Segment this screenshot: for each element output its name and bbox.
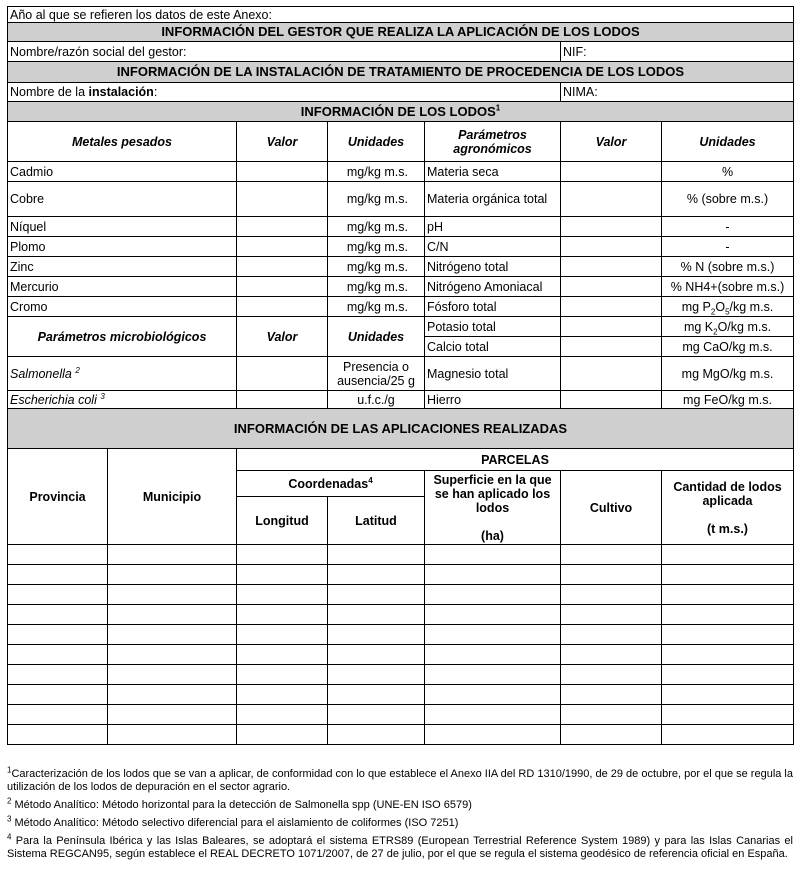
cantidad-cell[interactable] bbox=[662, 605, 794, 625]
latitud-cell[interactable] bbox=[328, 585, 425, 605]
latitud-cell[interactable] bbox=[328, 545, 425, 565]
metal-name: Mercurio bbox=[8, 277, 237, 297]
cultivo-cell[interactable] bbox=[561, 685, 662, 705]
municipio-cell[interactable] bbox=[108, 625, 237, 645]
metal-name: Níquel bbox=[8, 217, 237, 237]
latitud-cell[interactable] bbox=[328, 725, 425, 745]
longitud-cell[interactable] bbox=[237, 585, 328, 605]
agro-name: Fósforo total bbox=[425, 297, 561, 317]
aplicaciones-section-title: INFORMACIÓN DE LAS APLICACIONES REALIZADAS bbox=[8, 409, 794, 449]
metal-unit: mg/kg m.s. bbox=[328, 257, 425, 277]
metal-value-field[interactable] bbox=[237, 257, 328, 277]
metales-unidades-header: Unidades bbox=[328, 122, 425, 162]
metal-unit: mg/kg m.s. bbox=[328, 217, 425, 237]
aplicacion-row bbox=[8, 545, 794, 565]
cultivo-cell[interactable] bbox=[561, 545, 662, 565]
footnote-2: $^2$ Método Analítico: Método horizontal para la detección de Salmonella spp (UNE-EN ISO 6579) bbox=[7, 796, 472, 811]
superficie-cell[interactable] bbox=[425, 685, 561, 705]
cultivo-cell[interactable] bbox=[561, 625, 662, 645]
metales-header: Metales pesados bbox=[8, 122, 237, 162]
metal-name: Cadmio bbox=[8, 162, 237, 182]
superficie-cell[interactable] bbox=[425, 645, 561, 665]
footnote-4: $^4$ Para la Península Ibérica y las Islas Baleares, se adoptará el sistema ETRS89 (European Terrestrial Reference System 1989) y para las Islas Canarias el Sistema REGCAN95, según establece el REAL DECRETO 1071/2007, de 27 de julio, por el que se regula el sistema geodésico de referencia oficial en España. bbox=[7, 832, 793, 860]
agro-name: Materia seca bbox=[425, 162, 561, 182]
footnotes bbox=[7, 765, 793, 866]
agro-value-field[interactable] bbox=[561, 237, 662, 257]
cantidad-header: Cantidad de lodos aplicada (t m.s.) bbox=[662, 471, 794, 545]
instalacion-section-title: INFORMACIÓN DE LA INSTALACIÓN DE TRATAMIENTO DE PROCEDENCIA DE LOS LODOS bbox=[8, 62, 794, 83]
agro-name: Materia orgánica total bbox=[425, 182, 561, 217]
aplicacion-row bbox=[8, 665, 794, 685]
gestor-section-title: INFORMACIÓN DEL GESTOR QUE REALIZA LA APLICACIÓN DE LOS LODOS bbox=[8, 23, 794, 42]
metal-value-field[interactable] bbox=[237, 217, 328, 237]
agro-valor-header: Valor bbox=[561, 122, 662, 162]
provincia-header: Provincia bbox=[8, 449, 108, 545]
micro-name: Salmonella $^2$ bbox=[8, 357, 237, 391]
lodos-section-title: INFORMACIÓN DE LOS LODOS$^1$ bbox=[8, 102, 794, 122]
cultivo-cell[interactable] bbox=[561, 605, 662, 625]
provincia-cell[interactable] bbox=[8, 585, 108, 605]
latitud-cell[interactable] bbox=[328, 625, 425, 645]
latitud-cell[interactable] bbox=[328, 685, 425, 705]
provincia-cell[interactable] bbox=[8, 605, 108, 625]
superficie-cell[interactable] bbox=[425, 565, 561, 585]
superficie-cell[interactable] bbox=[425, 605, 561, 625]
municipio-cell[interactable] bbox=[108, 725, 237, 745]
agro-unit: mg FeO/kg m.s. bbox=[662, 391, 794, 409]
latitud-cell[interactable] bbox=[328, 605, 425, 625]
agro-unidades-header: Unidades bbox=[662, 122, 794, 162]
aplicacion-row bbox=[8, 625, 794, 645]
agro-unit: % NH4+(sobre m.s.) bbox=[662, 277, 794, 297]
longitud-cell[interactable] bbox=[237, 705, 328, 725]
instalacion-name-field[interactable] bbox=[8, 83, 561, 102]
metal-unit: mg/kg m.s. bbox=[328, 237, 425, 257]
superficie-cell[interactable] bbox=[425, 725, 561, 745]
aplicacion-row bbox=[8, 645, 794, 665]
cantidad-cell[interactable] bbox=[662, 705, 794, 725]
cantidad-cell[interactable] bbox=[662, 625, 794, 645]
year-field[interactable] bbox=[8, 7, 794, 23]
agro-unit: - bbox=[662, 217, 794, 237]
superficie-header: Superficie en la que se han aplicado los lodos (ha) bbox=[425, 471, 561, 545]
instalacion-name-label: Nombre de la instalación: bbox=[10, 85, 158, 99]
municipio-cell[interactable] bbox=[108, 605, 237, 625]
agro-value-field[interactable] bbox=[561, 357, 662, 391]
agro-name: Potasio total bbox=[425, 317, 561, 337]
latitud-cell[interactable] bbox=[328, 645, 425, 665]
micro-unidades-header: Unidades bbox=[328, 317, 425, 357]
metal-value-field[interactable] bbox=[237, 237, 328, 257]
agro-unit: % bbox=[662, 162, 794, 182]
metal-name: Zinc bbox=[8, 257, 237, 277]
agro-unit: % (sobre m.s.) bbox=[662, 182, 794, 217]
micro-header: Parámetros microbiológicos bbox=[8, 317, 237, 357]
aplicacion-row bbox=[8, 565, 794, 585]
cantidad-cell[interactable] bbox=[662, 685, 794, 705]
metal-unit: mg/kg m.s. bbox=[328, 277, 425, 297]
longitud-cell[interactable] bbox=[237, 565, 328, 585]
longitud-cell[interactable] bbox=[237, 545, 328, 565]
agro-value-field[interactable] bbox=[561, 317, 662, 337]
agro-value-field[interactable] bbox=[561, 337, 662, 357]
aplicaciones-rows bbox=[8, 545, 794, 745]
aplicacion-row bbox=[8, 605, 794, 625]
micro-unit: u.f.c./g bbox=[328, 391, 425, 409]
gestor-name-field[interactable] bbox=[8, 42, 561, 62]
agro-value-field[interactable] bbox=[561, 217, 662, 237]
cultivo-cell[interactable] bbox=[561, 725, 662, 745]
nif-field[interactable] bbox=[561, 42, 794, 62]
cultivo-cell[interactable] bbox=[561, 705, 662, 725]
nima-label: NIMA: bbox=[563, 85, 598, 99]
agro-unit: mg CaO/kg m.s. bbox=[662, 337, 794, 357]
cultivo-cell[interactable] bbox=[561, 645, 662, 665]
longitud-cell[interactable] bbox=[237, 685, 328, 705]
agro-name: Magnesio total bbox=[425, 357, 561, 391]
superficie-cell[interactable] bbox=[425, 545, 561, 565]
metal-value-field[interactable] bbox=[237, 162, 328, 182]
footnote-3: $^3$ Método Analítico: Método selectivo diferencial para el aislamiento de coliformes (ISO 7251) bbox=[7, 814, 459, 829]
aplicacion-row bbox=[8, 685, 794, 705]
municipio-cell[interactable] bbox=[108, 585, 237, 605]
latitud-cell[interactable] bbox=[328, 705, 425, 725]
agro-value-field[interactable] bbox=[561, 257, 662, 277]
metal-unit: mg/kg m.s. bbox=[328, 182, 425, 217]
annex-form-table bbox=[7, 6, 794, 745]
nif-label: NIF: bbox=[563, 44, 587, 59]
municipio-cell[interactable] bbox=[108, 665, 237, 685]
agro-value-field[interactable] bbox=[561, 391, 662, 409]
municipio-cell[interactable] bbox=[108, 685, 237, 705]
coordenadas-header: Coordenadas$^4$ bbox=[237, 471, 425, 497]
agro-name: Hierro bbox=[425, 391, 561, 409]
metal-name: Cobre bbox=[8, 182, 237, 217]
cantidad-cell[interactable] bbox=[662, 665, 794, 685]
agro-unit: % N (sobre m.s.) bbox=[662, 257, 794, 277]
aplicacion-row bbox=[8, 725, 794, 745]
municipio-cell[interactable] bbox=[108, 545, 237, 565]
gestor-name-label: Nombre/razón social del gestor: bbox=[10, 44, 187, 59]
agro-name: Nitrógeno Amoniacal bbox=[425, 277, 561, 297]
provincia-cell[interactable] bbox=[8, 645, 108, 665]
agro-name: Calcio total bbox=[425, 337, 561, 357]
superficie-cell[interactable] bbox=[425, 705, 561, 725]
provincia-cell[interactable] bbox=[8, 665, 108, 685]
provincia-cell[interactable] bbox=[8, 565, 108, 585]
latitud-cell[interactable] bbox=[328, 665, 425, 685]
agro-unit: mg MgO/kg m.s. bbox=[662, 357, 794, 391]
cantidad-cell[interactable] bbox=[662, 585, 794, 605]
agro-value-field[interactable] bbox=[561, 182, 662, 217]
superficie-cell[interactable] bbox=[425, 625, 561, 645]
agro-unit: mg $P_2O_5/kg$ m.s. bbox=[662, 297, 794, 317]
longitud-cell[interactable] bbox=[237, 625, 328, 645]
provincia-cell[interactable] bbox=[8, 545, 108, 565]
municipio-cell[interactable] bbox=[108, 705, 237, 725]
superficie-cell[interactable] bbox=[425, 585, 561, 605]
agro-name: C/N bbox=[425, 237, 561, 257]
aplicacion-row bbox=[8, 705, 794, 725]
metal-value-field[interactable] bbox=[237, 277, 328, 297]
cantidad-cell[interactable] bbox=[662, 565, 794, 585]
cultivo-cell[interactable] bbox=[561, 585, 662, 605]
latitud-cell[interactable] bbox=[328, 565, 425, 585]
cantidad-cell[interactable] bbox=[662, 645, 794, 665]
cantidad-cell[interactable] bbox=[662, 725, 794, 745]
year-label: Año al que se refieren los datos de este Anexo: bbox=[10, 7, 272, 22]
longitud-cell[interactable] bbox=[237, 665, 328, 685]
cantidad-cell[interactable] bbox=[662, 545, 794, 565]
longitud-cell[interactable] bbox=[237, 725, 328, 745]
metal-value-field[interactable] bbox=[237, 182, 328, 217]
parcelas-header: PARCELAS bbox=[237, 449, 794, 471]
provincia-cell[interactable] bbox=[8, 625, 108, 645]
micro-valor-header: Valor bbox=[237, 317, 328, 357]
municipio-cell[interactable] bbox=[108, 645, 237, 665]
micro-value-field[interactable] bbox=[237, 357, 328, 391]
metal-value-field[interactable] bbox=[237, 297, 328, 317]
micro-unit: Presencia o ausencia/25 g bbox=[328, 357, 425, 391]
municipio-cell[interactable] bbox=[108, 565, 237, 585]
metales-valor-header: Valor bbox=[237, 122, 328, 162]
nima-field[interactable] bbox=[561, 83, 794, 102]
longitud-cell[interactable] bbox=[237, 605, 328, 625]
latitud-header: Latitud bbox=[328, 497, 425, 545]
agro-header: Parámetros agronómicos bbox=[425, 122, 561, 162]
agro-value-field[interactable] bbox=[561, 277, 662, 297]
footnote-1: $^1$Caracterización de los lodos que se van a aplicar, de conformidad con lo que establece el Anexo IIA del RD 1310/1990, de 29 de octubre, por el que se regula la utilización de los lodos de depuración en el sector agrario. bbox=[7, 765, 793, 793]
metal-unit: mg/kg m.s. bbox=[328, 297, 425, 317]
cultivo-cell[interactable] bbox=[561, 565, 662, 585]
agro-name: pH bbox=[425, 217, 561, 237]
metal-name: Plomo bbox=[8, 237, 237, 257]
cultivo-cell[interactable] bbox=[561, 665, 662, 685]
provincia-cell[interactable] bbox=[8, 705, 108, 725]
municipio-header: Municipio bbox=[108, 449, 237, 545]
aplicacion-row bbox=[8, 585, 794, 605]
provincia-cell[interactable] bbox=[8, 685, 108, 705]
metal-unit: mg/kg m.s. bbox=[328, 162, 425, 182]
agro-value-field[interactable] bbox=[561, 297, 662, 317]
longitud-cell[interactable] bbox=[237, 645, 328, 665]
micro-name: Escherichia coli $^3$ bbox=[8, 391, 237, 409]
agro-name: Nitrógeno total bbox=[425, 257, 561, 277]
metal-name: Cromo bbox=[8, 297, 237, 317]
agro-unit: - bbox=[662, 237, 794, 257]
provincia-cell[interactable] bbox=[8, 725, 108, 745]
cultivo-header: Cultivo bbox=[561, 471, 662, 545]
longitud-header: Longitud bbox=[237, 497, 328, 545]
agro-unit: mg $K_2O/kg$ m.s. bbox=[662, 317, 794, 337]
agro-value-field[interactable] bbox=[561, 162, 662, 182]
micro-value-field[interactable] bbox=[237, 391, 328, 409]
superficie-cell[interactable] bbox=[425, 665, 561, 685]
